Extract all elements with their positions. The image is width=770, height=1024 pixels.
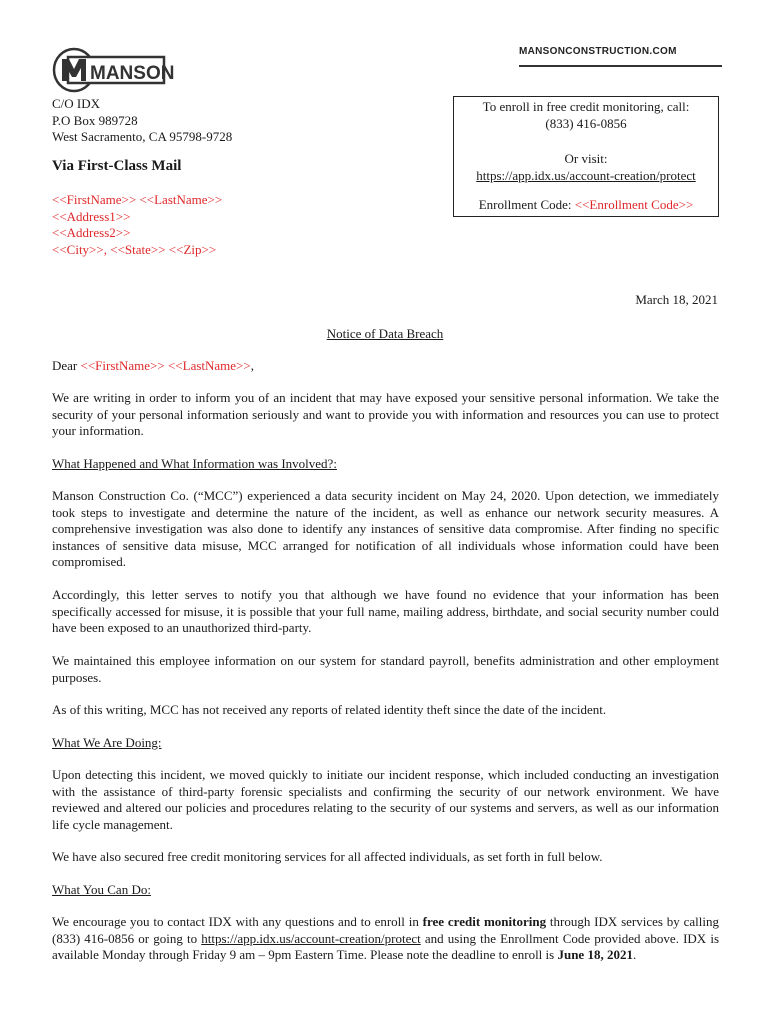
letter-title xyxy=(0,326,770,343)
return-line: West Sacramento, CA 95798-9728 xyxy=(52,129,233,144)
enroll-url-link[interactable]: https://app.idx.us/account-creation/protect xyxy=(476,168,696,183)
wycd-text-b: through IDX services by calling (833) 416-0856 or going to xyxy=(52,914,719,946)
recipient-address2: <<Address2>> xyxy=(52,225,131,240)
what-happened-paragraph-4: As of this writing, MCC has not received any reports of related identity theft since the date of the incident. xyxy=(52,702,607,717)
greeting xyxy=(52,358,254,375)
section-heading-what-happened: What Happened and What Information was Involved?: xyxy=(52,456,337,471)
recipient-city-line: <<City>>, <<State>> <<Zip>> xyxy=(52,241,217,257)
return-address xyxy=(52,96,232,146)
greeting-prefix: Dear xyxy=(52,358,81,373)
what-we-are-doing-paragraph-2: We have also secured free credit monitoring services for all affected individuals, as set forth in full below. xyxy=(52,849,603,864)
intro-paragraph: We are writing in order to inform you of an incident that may have exposed your sensitive personal information. We take the security of your personal information seriously and want to provide you with information and resources you can use to protect your information. xyxy=(52,390,719,438)
wycd-text-end: . xyxy=(632,947,637,962)
enroll-code-line xyxy=(454,197,718,214)
what-happened-paragraph-3: We maintained this employee information on our system for standard payroll, benefits administration and other employment purposes. xyxy=(52,653,719,685)
section-heading-what-we-are-doing: What We Are Doing: xyxy=(52,735,162,750)
letter-date: March 18, 2021 xyxy=(635,292,718,307)
website-label: MANSONCONSTRUCTION.COM xyxy=(519,46,677,57)
enroll-intro: To enroll in free credit monitoring, call: xyxy=(482,99,690,114)
enroll-code-value: <<Enrollment Code>> xyxy=(574,197,694,212)
what-happened-paragraph-1: Manson Construction Co. (“MCC”) experienced a data security incident on May 24, 2020. Upon detection, we immediately took steps to investigate and determine the nature of the incident, as well as enhance our network security measures. A comprehensive investigation was also done to identify any instances of sensitive data compromise. After finding no specific instances of sensitive data misuse, MCC arranged for notification of all individuals whose information could have been compromised. xyxy=(52,488,719,569)
enroll-or-visit: Or visit: xyxy=(564,151,608,166)
recipient-address xyxy=(52,192,222,258)
logo-mark xyxy=(50,46,175,94)
return-line: P.O Box 989728 xyxy=(52,112,138,128)
enrollment-box xyxy=(453,96,719,217)
what-happened-paragraph-2: Accordingly, this letter serves to notify you that although we have found no evidence that your information has been specifically accessed for misuse, it is possible that your full name, mailing address, birthdate, and social security number could have been exposed to an unauthorized third-party. xyxy=(52,587,719,635)
wycd-text-c: and using the Enrollment Code provided above. IDX is available Monday through Friday 9 am – 9pm Eastern Time. Please note the deadline to enroll is xyxy=(52,930,719,962)
header-rule xyxy=(519,65,722,67)
greeting-suffix: , xyxy=(250,358,254,373)
enroll-phone[interactable]: (833) 416-0856 xyxy=(545,116,627,131)
what-we-are-doing-paragraph-1: Upon detecting this incident, we moved quickly to initiate our incident response, which included conducting an investigation with the assistance of third-party forensic specialists and confirming the security of our network environment. We have reviewed and altered our policies and procedures relating to the security of our systems and servers, as well as our information life cycle management. xyxy=(52,767,719,832)
what-you-can-do-paragraph xyxy=(52,914,719,964)
wycd-bold-credit-monitoring: free credit monitoring xyxy=(422,914,547,929)
return-line: C/O IDX xyxy=(52,96,101,111)
greeting-name: <<FirstName>> <<LastName>> xyxy=(80,358,251,373)
letter-title-text: Notice of Data Breach xyxy=(326,326,444,341)
enroll-code-label: Enrollment Code: xyxy=(478,197,575,212)
wycd-enroll-link[interactable]: https://app.idx.us/account-creation/protect xyxy=(201,930,421,946)
logo-text: MANSON xyxy=(90,63,175,84)
mail-method: Via First-Class Mail xyxy=(52,158,182,174)
wycd-deadline: June 18, 2021 xyxy=(557,947,633,962)
wycd-text-a: We encourage you to contact IDX with any questions and to enroll in xyxy=(52,914,423,929)
section-heading-what-you-can-do: What You Can Do: xyxy=(52,882,151,897)
recipient-name: <<FirstName>> <<LastName>> xyxy=(52,192,223,207)
recipient-address1: <<Address1>> xyxy=(52,208,131,224)
manson-logo xyxy=(50,46,175,94)
